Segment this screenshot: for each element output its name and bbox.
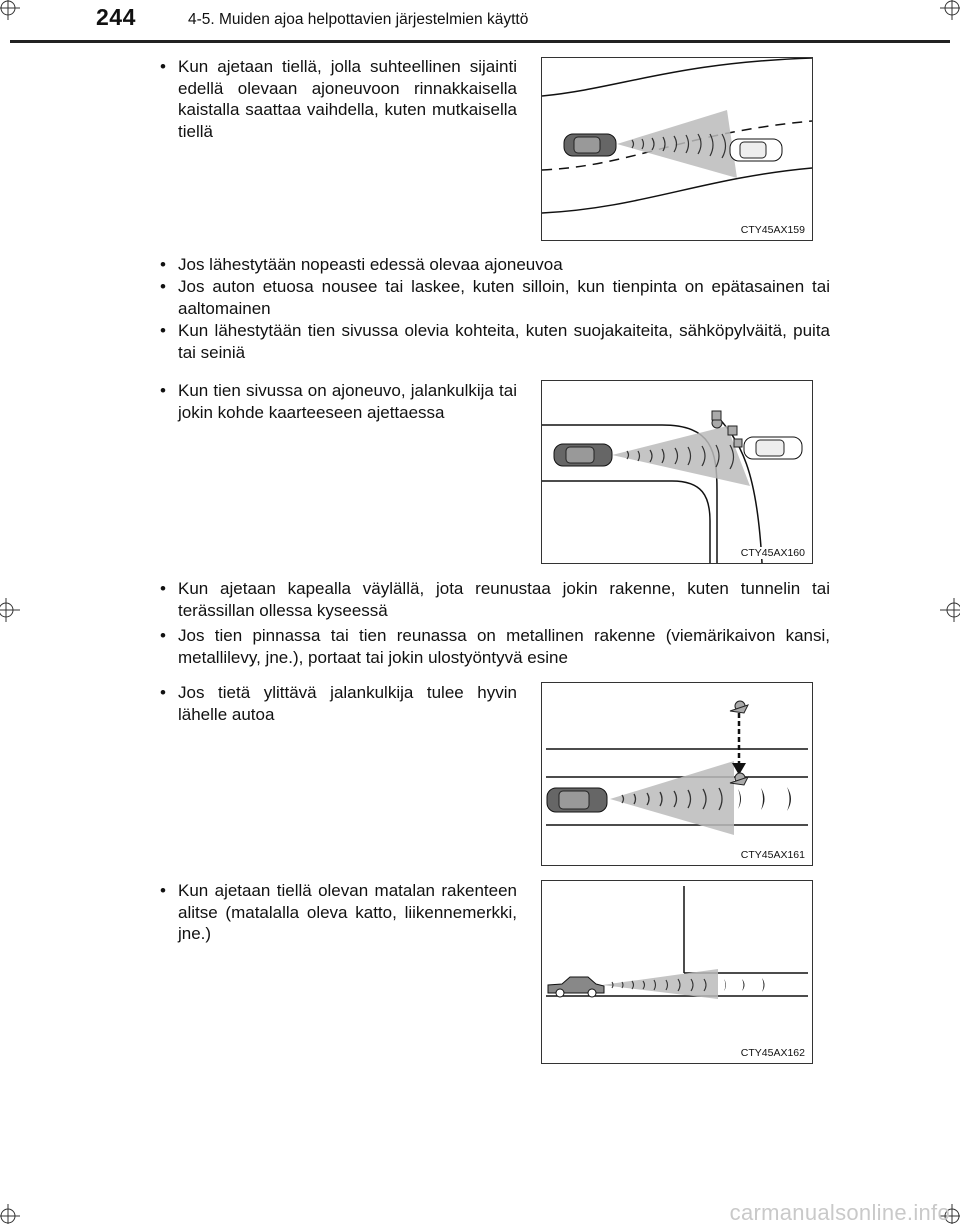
bullet-dot: • bbox=[160, 626, 166, 645]
list-item bbox=[160, 254, 830, 276]
figure-pedestrian-crossing bbox=[541, 682, 813, 866]
crop-mark-icon bbox=[0, 598, 24, 622]
bullet-dot: • bbox=[160, 255, 166, 274]
page-number: 244 bbox=[96, 4, 136, 30]
figure-code: CTY45AX161 bbox=[740, 849, 805, 861]
car-icon bbox=[547, 788, 607, 812]
bullet-text: Jos tien pinnassa tai tien reunassa on metallinen rakenne (viemärikaivon kansi, metallilevy, jne.), portaat tai jokin ulostyöntyvä esine bbox=[178, 626, 830, 667]
bullet-dot: • bbox=[160, 881, 166, 900]
car-icon bbox=[744, 437, 802, 459]
list-item bbox=[160, 625, 830, 668]
bullet-dot: • bbox=[160, 579, 166, 598]
list-item bbox=[160, 380, 517, 423]
figure-curve-side-objects bbox=[541, 380, 813, 564]
bullet-text: Jos auton etuosa nousee tai laskee, kuten silloin, kun tienpinta on epätasainen tai aaltomainen bbox=[178, 277, 830, 318]
car-icon bbox=[554, 444, 612, 466]
bullet-text: Kun lähestytään tien sivussa olevia kohteita, kuten suojakaiteita, sähköpylväitä, puita tai seiniä bbox=[178, 321, 830, 362]
section-title: 4-5. Muiden ajoa helpottavien järjestelmien käyttö bbox=[188, 11, 529, 28]
bullet-text: Jos lähestytään nopeasti edessä olevaa ajoneuvoa bbox=[178, 255, 563, 274]
crop-mark-icon bbox=[936, 0, 960, 24]
list-item bbox=[160, 320, 830, 363]
car-icon bbox=[564, 134, 616, 156]
list-item bbox=[160, 682, 517, 725]
list-item bbox=[160, 880, 517, 945]
bullet-text: Kun ajetaan tiellä, jolla suhteellinen sijainti edellä olevaan ajoneuvoon rinnakkaisella kaistalla saattaa vaihdella, kuten mutkaisella tiellä bbox=[178, 57, 517, 141]
list-item bbox=[160, 276, 830, 319]
figure-code: CTY45AX159 bbox=[740, 224, 805, 236]
figure-curved-road bbox=[541, 57, 813, 241]
bullet-text: Jos tietä ylittävä jalankulkija tulee hyvin lähelle autoa bbox=[178, 683, 517, 724]
crop-mark-icon bbox=[0, 1200, 24, 1224]
car-icon bbox=[730, 139, 782, 161]
bullet-dot: • bbox=[160, 683, 166, 702]
bullet-dot: • bbox=[160, 57, 166, 76]
car-icon bbox=[548, 977, 604, 997]
list-item bbox=[160, 578, 830, 621]
bullet-dot: • bbox=[160, 381, 166, 400]
header-rule bbox=[10, 40, 950, 43]
crop-mark-icon bbox=[936, 598, 960, 622]
figure-low-structure bbox=[541, 880, 813, 1064]
figure-code: CTY45AX162 bbox=[740, 1047, 805, 1059]
bullet-text: Kun ajetaan kapealla väylällä, jota reunustaa jokin rakenne, kuten tunnelin tai terässillan ollessa kyseessä bbox=[178, 579, 830, 620]
figure-code: CTY45AX160 bbox=[740, 547, 805, 559]
bullet-text: Kun tien sivussa on ajoneuvo, jalankulkija tai jokin kohde kaarteeseen ajettaessa bbox=[178, 381, 517, 422]
list-item bbox=[160, 56, 517, 142]
watermark: carmanualsonline.info bbox=[729, 1200, 950, 1225]
bullet-dot: • bbox=[160, 321, 166, 340]
crop-mark-icon bbox=[0, 0, 24, 24]
bullet-text: Kun ajetaan tiellä olevan matalan rakenteen alitse (matalalla oleva katto, liikennemerkki, jne.) bbox=[178, 881, 517, 943]
bullet-dot: • bbox=[160, 277, 166, 296]
